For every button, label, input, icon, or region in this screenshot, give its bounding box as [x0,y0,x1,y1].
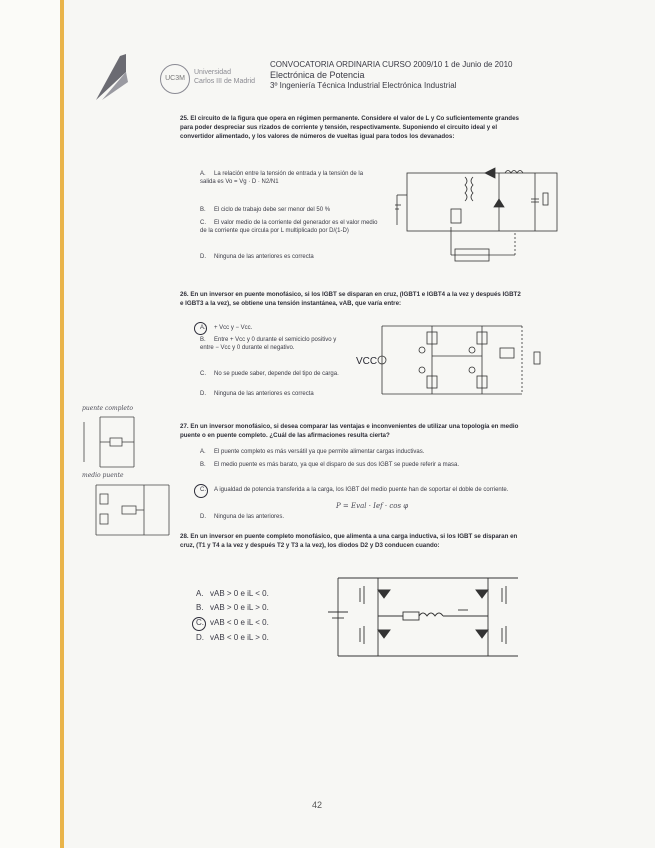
q25-circuit-diagram [395,165,565,270]
q28-option-d: D. vAB < 0 e iL > 0. [196,633,269,642]
margin-sketch-full-bridge [74,412,154,472]
degree-line: 3º Ingeniería Técnica Industrial Electrónica Industrial [270,81,457,90]
corner-logo-graphic [96,52,136,102]
q28-option-c: C. vAB < 0 e iL < 0. [196,618,269,627]
q28-option-b: B. vAB > 0 e iL > 0. [196,603,269,612]
question-25: 25. El circuito de la figura que opera en régimen permanente. Considere el valor de L y Co suficientemente grandes para poder despreciar sus rizados de corriente y tensión, respectivamente. Suponiendo el circuito ideal y el convertidor alimentado, y los valores de números de vueltas igual para todos los devanados: [180,115,519,140]
handwritten-power-formula: P = Eval · Ief · cos φ [336,502,409,510]
q25-option-b: B. El ciclo de trabajo debe ser menor del 50 % [200,207,331,213]
q28-option-a: A. vAB > 0 e iL < 0. [196,589,269,598]
question-26: 26. En un inversor en puente monofásico, si los IGBT se disparan en cruz, (IGBT1 e IGBT4 a la vez y después IGBT2 e IGBT3 a la vez), se obtiene una tensión instantánea, vAB, que varía entre: [180,291,521,307]
margin-sketch-half-bridge [74,480,184,542]
question-28: 28. En un inversor en puente completo monofásico, que alimenta a una carga inductiva, si los IGBT se disparan en cruz, (T1 y T4 a la vez y después T2 y T3 a la vez), los diodos D2 y D3 conducen cuando: [180,533,518,549]
q27-option-d: D. Ninguna de las anteriores. [200,514,285,520]
course-title: Electrónica de Potencia [270,70,365,80]
q26-option-c: C. No se puede saber, depende del tipo de carga. [200,371,339,377]
university-name: Universidad Carlos III de Madrid [194,69,256,85]
q27-option-b: B. El medio puente es más barato, ya que el disparo de sus dos IGBT se puede referir a masa. [200,462,460,468]
margin-note-full-bridge: puente completo [82,405,133,412]
q26-option-d: D. Ninguna de las anteriores es correcta [200,391,314,397]
q25-option-d: D. Ninguna de las anteriores es correcta [200,254,314,260]
university-seal: UC3M [160,64,190,94]
q25-option-a: A. La relación entre la tensión de entrada y la tensión de la salida es Vo = Vg · D · N2/N1 [200,171,364,186]
page-number: 42 [312,800,323,810]
exam-header-line1: CONVOCATORIA ORDINARIA CURSO 2009/10 1 de Junio de 2010 [270,60,513,69]
margin-note-half-bridge: medio puente [82,472,124,479]
q26-bridge-diagram [372,320,562,400]
q27-option-a: A. El puente completo es más versátil ya que permite alimentar cargas inductivas. [200,449,425,455]
vcc-label: VCC [356,356,378,367]
q27-option-c: C. A igualdad de potencia transferida a la carga, los IGBT del medio puente han de soportar el doble de corriente. [200,487,509,493]
question-27: 27. En un inversor monofásico, si desea comparar las ventajas e inconvenientes de utilizar una topología en medio puente o en puente completo. ¿Cuál de las afirmaciones resulta cierta? [180,423,519,439]
q28-bridge-diagram [318,572,528,660]
q26-option-b: B. Entre + Vcc y 0 durante el semiciclo positivo y entre − Vcc y 0 durante el negativo. [200,337,337,352]
q26-option-a: A. + Vcc y − Vcc. [200,325,253,331]
q25-option-c: C. El valor medio de la corriente del generador es el valor medio de la corriente que circula por L multiplicado por D/(1-D) [200,220,378,235]
